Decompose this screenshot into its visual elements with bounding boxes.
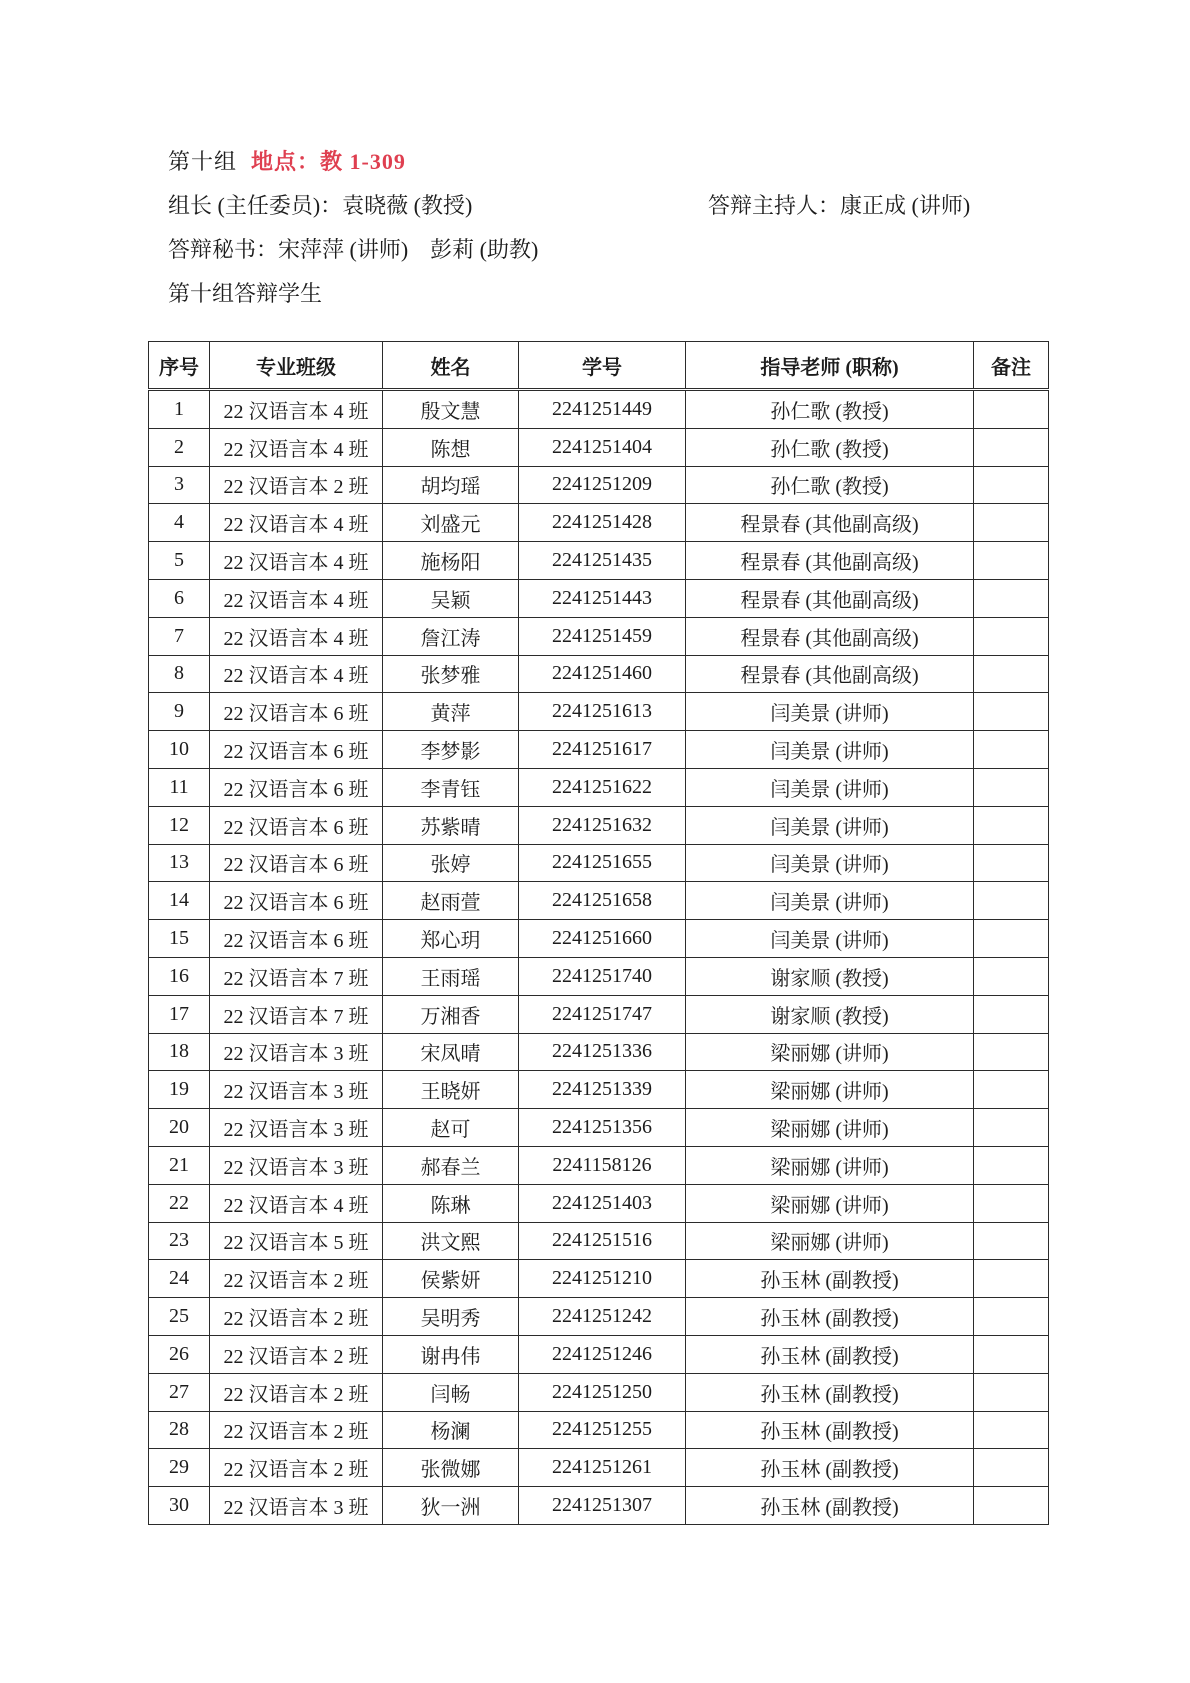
cell-student-id: 2241251660 <box>519 920 686 958</box>
cell-name: 张梦雅 <box>383 655 519 693</box>
cell-index: 7 <box>149 617 210 655</box>
cell-index: 16 <box>149 957 210 995</box>
cell-note <box>974 731 1049 769</box>
cell-student-id: 2241251261 <box>519 1449 686 1487</box>
cell-teacher: 孙玉林 (副教授) <box>686 1373 974 1411</box>
cell-class: 22 汉语言本 4 班 <box>210 1184 383 1222</box>
cell-teacher: 梁丽娜 (讲师) <box>686 1146 974 1184</box>
table-row <box>149 1373 1049 1411</box>
cell-class: 22 汉语言本 5 班 <box>210 1222 383 1260</box>
table-row <box>149 1222 1049 1260</box>
host-label: 答辩主持人：康正成 (讲师) <box>708 193 971 218</box>
cell-class: 22 汉语言本 3 班 <box>210 1487 383 1525</box>
cell-student-id: 2241251622 <box>519 768 686 806</box>
cell-index: 26 <box>149 1335 210 1373</box>
cell-student-id: 2241251242 <box>519 1298 686 1336</box>
table-row <box>149 995 1049 1033</box>
cell-note <box>974 1184 1049 1222</box>
table-row <box>149 882 1049 920</box>
cell-student-id: 2241251435 <box>519 542 686 580</box>
students-table <box>148 341 1049 1525</box>
table-row <box>149 731 1049 769</box>
cell-class: 22 汉语言本 2 班 <box>210 1411 383 1449</box>
cell-name: 杨澜 <box>383 1411 519 1449</box>
title-line <box>168 148 1068 176</box>
cell-name: 吴颖 <box>383 579 519 617</box>
table-row <box>149 1449 1049 1487</box>
cell-name: 张微娜 <box>383 1449 519 1487</box>
cell-note <box>974 542 1049 580</box>
table-row <box>149 806 1049 844</box>
cell-class: 22 汉语言本 2 班 <box>210 1373 383 1411</box>
cell-index: 19 <box>149 1071 210 1109</box>
cell-teacher: 梁丽娜 (讲师) <box>686 1071 974 1109</box>
cell-index: 6 <box>149 579 210 617</box>
cell-teacher: 闫美景 (讲师) <box>686 844 974 882</box>
cell-student-id: 2241251449 <box>519 390 686 429</box>
cell-name: 郑心玥 <box>383 920 519 958</box>
table-row <box>149 1146 1049 1184</box>
cell-note <box>974 617 1049 655</box>
cell-name: 万湘香 <box>383 995 519 1033</box>
cell-teacher: 梁丽娜 (讲师) <box>686 1184 974 1222</box>
cell-name: 赵可 <box>383 1109 519 1147</box>
cell-index: 4 <box>149 504 210 542</box>
table-row <box>149 1109 1049 1147</box>
cell-name: 詹江涛 <box>383 617 519 655</box>
cell-note <box>974 1260 1049 1298</box>
leader-line <box>168 192 1068 220</box>
cell-student-id: 2241251655 <box>519 844 686 882</box>
cell-note <box>974 390 1049 429</box>
cell-student-id: 2241251747 <box>519 995 686 1033</box>
cell-note <box>974 428 1049 466</box>
cell-name: 陈想 <box>383 428 519 466</box>
cell-class: 22 汉语言本 6 班 <box>210 806 383 844</box>
cell-teacher: 谢家顺 (教授) <box>686 995 974 1033</box>
cell-student-id: 2241251246 <box>519 1335 686 1373</box>
cell-index: 14 <box>149 882 210 920</box>
column-header-teacher: 指导老师 (职称) <box>686 342 974 390</box>
cell-note <box>974 1109 1049 1147</box>
cell-note <box>974 1449 1049 1487</box>
table-row <box>149 504 1049 542</box>
cell-note <box>974 504 1049 542</box>
cell-teacher: 梁丽娜 (讲师) <box>686 1033 974 1071</box>
cell-class: 22 汉语言本 4 班 <box>210 655 383 693</box>
cell-teacher: 程景春 (其他副高级) <box>686 542 974 580</box>
column-header-name: 姓名 <box>383 342 519 390</box>
cell-name: 黄萍 <box>383 693 519 731</box>
cell-name: 殷文慧 <box>383 390 519 429</box>
cell-class: 22 汉语言本 6 班 <box>210 844 383 882</box>
cell-student-id: 2241251210 <box>519 1260 686 1298</box>
cell-name: 洪文熙 <box>383 1222 519 1260</box>
cell-index: 28 <box>149 1411 210 1449</box>
cell-index: 1 <box>149 390 210 429</box>
cell-teacher: 闫美景 (讲师) <box>686 882 974 920</box>
students-list-title: 第十组答辩学生 <box>168 281 323 306</box>
table-row <box>149 693 1049 731</box>
cell-name: 王雨瑶 <box>383 957 519 995</box>
cell-class: 22 汉语言本 7 班 <box>210 957 383 995</box>
cell-index: 11 <box>149 768 210 806</box>
cell-index: 20 <box>149 1109 210 1147</box>
cell-name: 郝春兰 <box>383 1146 519 1184</box>
cell-teacher: 闫美景 (讲师) <box>686 693 974 731</box>
table-row <box>149 1411 1049 1449</box>
cell-student-id: 2241251613 <box>519 693 686 731</box>
cell-teacher: 程景春 (其他副高级) <box>686 504 974 542</box>
leader-label: 组长 (主任委员)：袁晓薇 (教授) <box>168 193 473 218</box>
cell-class: 22 汉语言本 6 班 <box>210 693 383 731</box>
table-row <box>149 1033 1049 1071</box>
cell-student-id: 2241251459 <box>519 617 686 655</box>
table-row <box>149 1487 1049 1525</box>
cell-index: 30 <box>149 1487 210 1525</box>
table-row <box>149 920 1049 958</box>
cell-name: 刘盛元 <box>383 504 519 542</box>
cell-index: 2 <box>149 428 210 466</box>
cell-class: 22 汉语言本 7 班 <box>210 995 383 1033</box>
table-row <box>149 542 1049 580</box>
cell-teacher: 孙玉林 (副教授) <box>686 1449 974 1487</box>
cell-name: 陈琳 <box>383 1184 519 1222</box>
cell-teacher: 闫美景 (讲师) <box>686 920 974 958</box>
table-row <box>149 579 1049 617</box>
cell-name: 闫畅 <box>383 1373 519 1411</box>
cell-name: 吴明秀 <box>383 1298 519 1336</box>
column-header-index: 序号 <box>149 342 210 390</box>
cell-index: 23 <box>149 1222 210 1260</box>
table-row <box>149 428 1049 466</box>
cell-index: 15 <box>149 920 210 958</box>
cell-note <box>974 806 1049 844</box>
column-header-note: 备注 <box>974 342 1049 390</box>
table-row <box>149 1260 1049 1298</box>
cell-student-id: 2241251339 <box>519 1071 686 1109</box>
cell-class: 22 汉语言本 2 班 <box>210 466 383 504</box>
cell-teacher: 孙玉林 (副教授) <box>686 1298 974 1336</box>
cell-note <box>974 995 1049 1033</box>
cell-note <box>974 1222 1049 1260</box>
cell-student-id: 2241251404 <box>519 428 686 466</box>
cell-class: 22 汉语言本 4 班 <box>210 579 383 617</box>
cell-index: 8 <box>149 655 210 693</box>
cell-student-id: 2241251356 <box>519 1109 686 1147</box>
cell-name: 狄一洲 <box>383 1487 519 1525</box>
table-header-row <box>149 342 1049 390</box>
cell-student-id: 2241251516 <box>519 1222 686 1260</box>
cell-index: 17 <box>149 995 210 1033</box>
cell-class: 22 汉语言本 2 班 <box>210 1260 383 1298</box>
cell-class: 22 汉语言本 3 班 <box>210 1033 383 1071</box>
cell-class: 22 汉语言本 2 班 <box>210 1449 383 1487</box>
cell-index: 25 <box>149 1298 210 1336</box>
cell-class: 22 汉语言本 4 班 <box>210 428 383 466</box>
table-row <box>149 390 1049 429</box>
cell-class: 22 汉语言本 6 班 <box>210 768 383 806</box>
cell-student-id: 2241251255 <box>519 1411 686 1449</box>
cell-name: 侯紫妍 <box>383 1260 519 1298</box>
table-row <box>149 1184 1049 1222</box>
cell-index: 12 <box>149 806 210 844</box>
cell-index: 5 <box>149 542 210 580</box>
column-header-class: 专业班级 <box>210 342 383 390</box>
cell-name: 苏紫晴 <box>383 806 519 844</box>
group-title: 第十组 <box>168 149 238 174</box>
students-title-line <box>168 280 1068 308</box>
cell-class: 22 汉语言本 4 班 <box>210 542 383 580</box>
cell-name: 宋凤晴 <box>383 1033 519 1071</box>
cell-index: 22 <box>149 1184 210 1222</box>
cell-index: 18 <box>149 1033 210 1071</box>
cell-note <box>974 1146 1049 1184</box>
cell-student-id: 2241251209 <box>519 466 686 504</box>
cell-class: 22 汉语言本 2 班 <box>210 1335 383 1373</box>
cell-teacher: 谢家顺 (教授) <box>686 957 974 995</box>
cell-student-id: 2241251632 <box>519 806 686 844</box>
cell-teacher: 孙玉林 (副教授) <box>686 1260 974 1298</box>
cell-teacher: 孙玉林 (副教授) <box>686 1335 974 1373</box>
secretary-line <box>168 236 1068 264</box>
cell-teacher: 孙仁歌 (教授) <box>686 428 974 466</box>
cell-student-id: 2241251428 <box>519 504 686 542</box>
cell-note <box>974 1071 1049 1109</box>
cell-name: 李青钰 <box>383 768 519 806</box>
cell-teacher: 程景春 (其他副高级) <box>686 655 974 693</box>
cell-class: 22 汉语言本 4 班 <box>210 504 383 542</box>
cell-student-id: 2241251460 <box>519 655 686 693</box>
cell-index: 21 <box>149 1146 210 1184</box>
cell-name: 王晓妍 <box>383 1071 519 1109</box>
cell-name: 胡均瑶 <box>383 466 519 504</box>
cell-class: 22 汉语言本 3 班 <box>210 1146 383 1184</box>
cell-student-id: 2241251740 <box>519 957 686 995</box>
cell-class: 22 汉语言本 2 班 <box>210 1298 383 1336</box>
cell-class: 22 汉语言本 6 班 <box>210 882 383 920</box>
cell-index: 24 <box>149 1260 210 1298</box>
cell-name: 谢冉伟 <box>383 1335 519 1373</box>
students-table-wrap <box>148 341 1049 1525</box>
cell-note <box>974 466 1049 504</box>
cell-teacher: 程景春 (其他副高级) <box>686 617 974 655</box>
cell-student-id: 2241251307 <box>519 1487 686 1525</box>
doc-header <box>168 148 1068 324</box>
table-row <box>149 1071 1049 1109</box>
cell-teacher: 梁丽娜 (讲师) <box>686 1222 974 1260</box>
cell-name: 赵雨萱 <box>383 882 519 920</box>
cell-index: 27 <box>149 1373 210 1411</box>
table-row <box>149 1298 1049 1336</box>
cell-index: 3 <box>149 466 210 504</box>
cell-note <box>974 920 1049 958</box>
location-label: 地点：教 1-309 <box>251 149 406 174</box>
table-row <box>149 466 1049 504</box>
cell-class: 22 汉语言本 3 班 <box>210 1071 383 1109</box>
cell-name: 施杨阳 <box>383 542 519 580</box>
cell-note <box>974 1487 1049 1525</box>
cell-note <box>974 1298 1049 1336</box>
cell-class: 22 汉语言本 6 班 <box>210 731 383 769</box>
cell-index: 10 <box>149 731 210 769</box>
cell-teacher: 闫美景 (讲师) <box>686 731 974 769</box>
cell-class: 22 汉语言本 6 班 <box>210 920 383 958</box>
secretary-label: 答辩秘书：宋萍萍 (讲师) 彭莉 (助教) <box>168 237 539 262</box>
cell-name: 张婷 <box>383 844 519 882</box>
cell-teacher: 孙仁歌 (教授) <box>686 390 974 429</box>
cell-teacher: 孙仁歌 (教授) <box>686 466 974 504</box>
cell-student-id: 2241251443 <box>519 579 686 617</box>
cell-student-id: 2241251250 <box>519 1373 686 1411</box>
table-row <box>149 957 1049 995</box>
table-row <box>149 844 1049 882</box>
cell-note <box>974 1335 1049 1373</box>
cell-class: 22 汉语言本 3 班 <box>210 1109 383 1147</box>
cell-teacher: 闫美景 (讲师) <box>686 806 974 844</box>
cell-note <box>974 693 1049 731</box>
table-row <box>149 655 1049 693</box>
cell-teacher: 孙玉林 (副教授) <box>686 1487 974 1525</box>
cell-student-id: 2241251403 <box>519 1184 686 1222</box>
cell-teacher: 程景春 (其他副高级) <box>686 579 974 617</box>
cell-class: 22 汉语言本 4 班 <box>210 617 383 655</box>
cell-class: 22 汉语言本 4 班 <box>210 390 383 429</box>
table-row <box>149 1335 1049 1373</box>
cell-student-id: 2241251617 <box>519 731 686 769</box>
cell-teacher: 孙玉林 (副教授) <box>686 1411 974 1449</box>
cell-note <box>974 844 1049 882</box>
table-row <box>149 768 1049 806</box>
cell-index: 13 <box>149 844 210 882</box>
cell-note <box>974 579 1049 617</box>
cell-teacher: 闫美景 (讲师) <box>686 768 974 806</box>
cell-note <box>974 1411 1049 1449</box>
cell-note <box>974 882 1049 920</box>
cell-student-id: 2241158126 <box>519 1146 686 1184</box>
cell-index: 29 <box>149 1449 210 1487</box>
cell-note <box>974 655 1049 693</box>
cell-note <box>974 1033 1049 1071</box>
column-header-student-id: 学号 <box>519 342 686 390</box>
cell-teacher: 梁丽娜 (讲师) <box>686 1109 974 1147</box>
cell-student-id: 2241251336 <box>519 1033 686 1071</box>
cell-name: 李梦影 <box>383 731 519 769</box>
cell-index: 9 <box>149 693 210 731</box>
table-body <box>149 390 1049 1525</box>
cell-note <box>974 1373 1049 1411</box>
table-row <box>149 617 1049 655</box>
cell-note <box>974 768 1049 806</box>
cell-note <box>974 957 1049 995</box>
cell-student-id: 2241251658 <box>519 882 686 920</box>
